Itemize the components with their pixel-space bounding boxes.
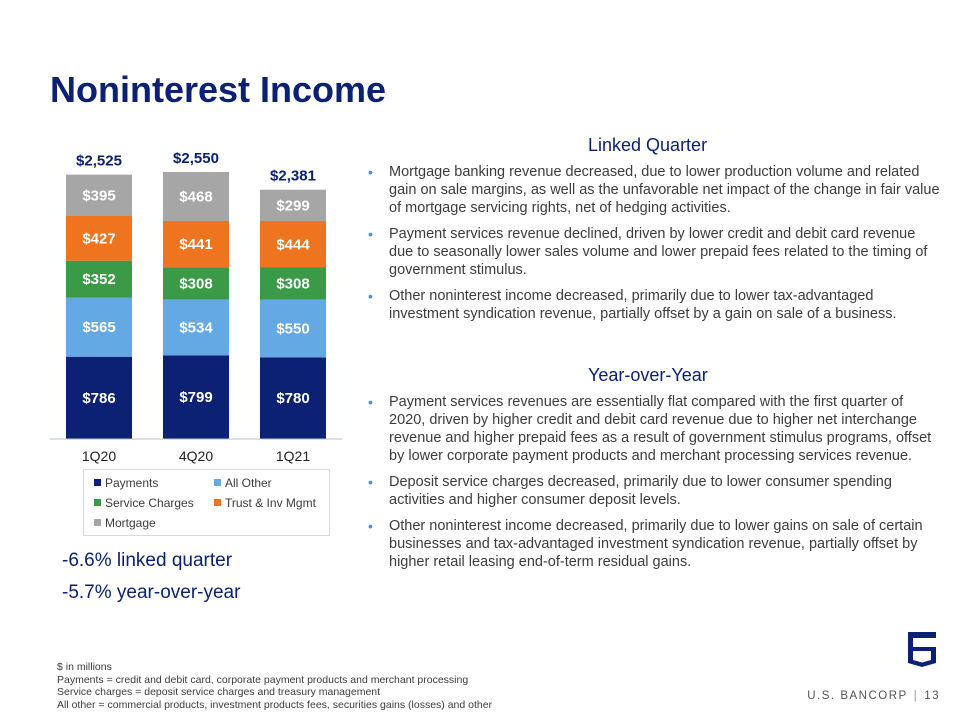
linked-quarter-bullets	[368, 163, 940, 331]
data-label: $308	[276, 275, 310, 293]
data-label: $352	[82, 271, 116, 289]
data-label: $799	[179, 389, 213, 407]
data-label: $308	[179, 275, 213, 293]
linked-quarter-heading: Linked Quarter	[588, 135, 708, 155]
bullet-item: • Payment services revenue declined, driven by lower credit and debit card revenue due to seasonally lower sales volume and lower prepaid fees related to the timing of government stimulus.	[368, 225, 940, 279]
legend-swatch	[94, 499, 101, 506]
data-label: $444	[276, 236, 310, 254]
category-tick-label: 1Q20	[81, 448, 117, 464]
legend-label: Payments	[105, 476, 159, 490]
linked-quarter-change: -6.6% linked quarter	[62, 550, 233, 571]
data-label: $427	[82, 230, 116, 248]
legend-item	[214, 476, 272, 490]
legend-swatch	[94, 519, 101, 526]
legend-item	[214, 496, 316, 510]
legend-swatch	[214, 499, 221, 506]
legend-swatch	[214, 479, 221, 486]
brand-name: U.S. BANCORP	[807, 690, 908, 702]
page-title: Noninterest Income	[50, 69, 387, 110]
legend-label: All Other	[225, 476, 272, 490]
legend-item	[94, 496, 194, 510]
year-over-year-bullets	[368, 393, 940, 579]
data-label: $441	[179, 236, 213, 254]
bullet-item: • Other noninterest income decreased, primarily due to lower gains on sale of certain businesses and tax-advantaged investment syndication revenue, partially offset by higher retail leasing end-of-term residual gains.	[368, 517, 940, 571]
total-label: $2,550	[173, 150, 219, 168]
data-label: $786	[82, 389, 116, 407]
chart-legend	[83, 469, 330, 536]
brand-footer: U.S. BANCORP | 13	[807, 690, 940, 702]
legend-label: Mortgage	[105, 516, 156, 530]
legend-label: Trust & Inv Mgmt	[225, 496, 316, 510]
data-label: $395	[82, 187, 116, 205]
year-over-year-heading: Year-over-Year	[588, 365, 708, 385]
legend-label: Service Charges	[105, 496, 194, 510]
page-number: 13	[924, 690, 940, 702]
legend-swatch	[94, 479, 101, 486]
data-label: $534	[179, 319, 213, 337]
data-label: $565	[82, 319, 116, 337]
bullet-item: • Payment services revenues are essentially flat compared with the first quarter of 2020, driven by higher credit and debit card revenue due to higher net interchange revenue and higher prepaid fees as a result of government stimulus programs, offset by lower corporate payment products and merchant processing services revenue.	[368, 393, 940, 465]
year-over-year-change: -5.7% year-over-year	[62, 582, 241, 603]
category-tick-label: 4Q20	[178, 448, 214, 464]
data-label: $299	[276, 197, 310, 215]
total-label: $2,381	[270, 167, 316, 185]
bullet-item: • Deposit service charges decreased, primarily due to lower consumer spending activities and higher consumer deposit levels.	[368, 473, 940, 509]
footnotes	[57, 661, 492, 711]
footnote: All other = commercial products, investment products fees, securities gains (losses) and other	[57, 698, 493, 711]
legend-item	[94, 516, 156, 530]
total-label: $2,525	[76, 152, 122, 170]
footnote: $ in millions	[57, 661, 112, 673]
legend-item	[94, 476, 158, 490]
bullet-item: • Mortgage banking revenue decreased, due to lower production volume and related gain on sale margins, as well as the unfavorable net impact of the change in fair value of mortgage servicing rights, net of hedging activities.	[368, 163, 940, 217]
category-tick-label: 1Q21	[275, 448, 311, 464]
footnote: Service charges = deposit service charges and treasury management	[57, 686, 381, 698]
data-label: $550	[276, 320, 310, 338]
footnote: Payments = credit and debit card, corporate payment products and merchant processing	[57, 673, 469, 686]
data-label: $780	[276, 390, 310, 408]
bullet-item: • Other noninterest income decreased, primarily due to lower tax-advantaged investment syndication revenue, partially offset by a gain on sale of a business.	[368, 287, 940, 323]
data-label: $468	[179, 188, 213, 206]
us-bank-shield-logo-icon	[906, 630, 938, 668]
